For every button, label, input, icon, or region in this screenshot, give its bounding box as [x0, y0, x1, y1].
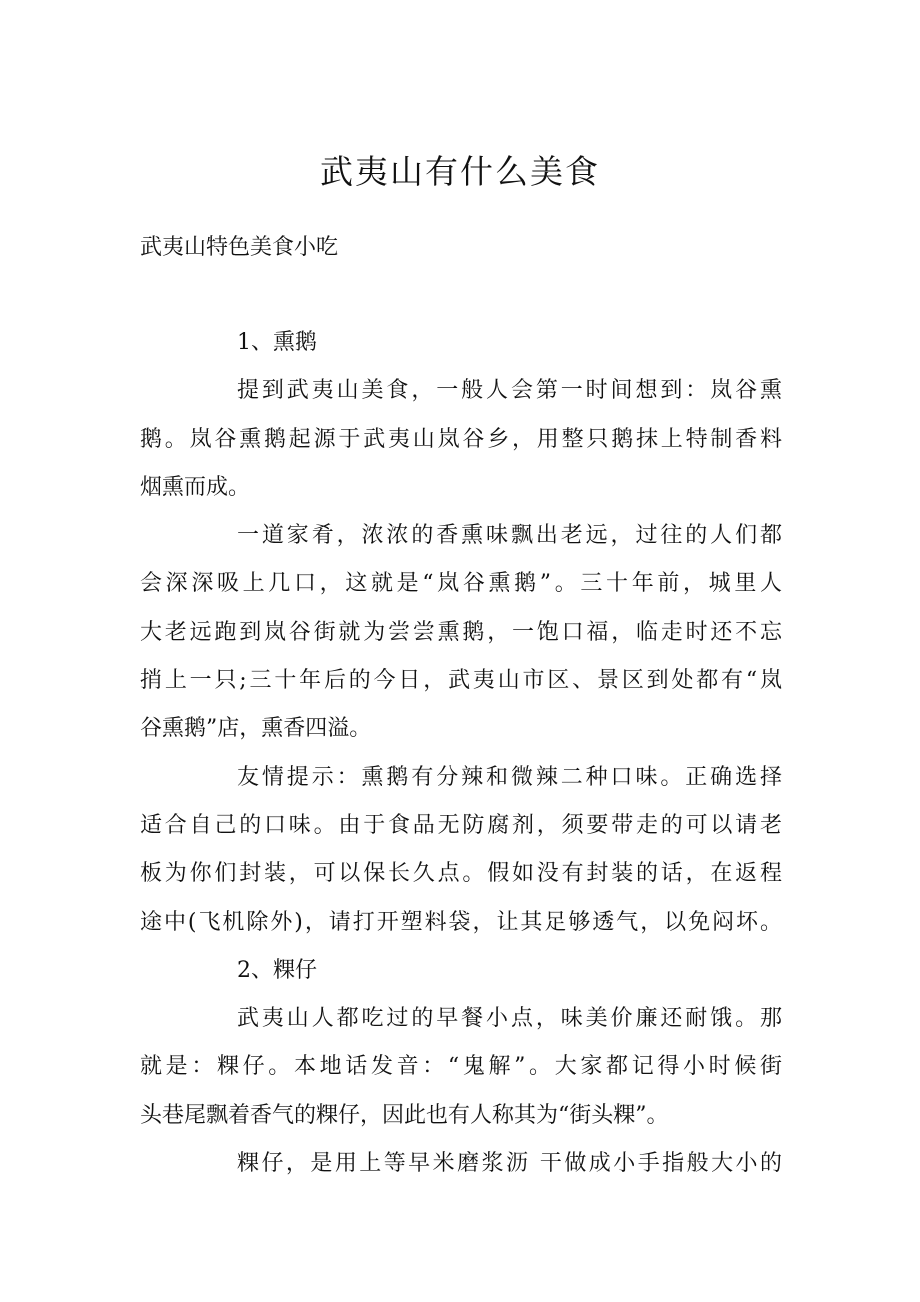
text-line: 一道家肴，浓浓的香熏味飘出老远，过往的人们都: [237, 523, 782, 549]
text-line: 板为你们封装，可以保长久点。假如没有封装的话，在返程: [140, 861, 782, 887]
text-line: 就是：粿仔。本地话发音：“鬼解”。大家都记得小时候街: [140, 1054, 782, 1080]
document-title: 武夷山有什么美食: [320, 152, 600, 191]
section-heading: 1、熏鹅: [237, 330, 317, 355]
text-line: 大老远跑到岚谷街就为尝尝熏鹅，一饱口福，临走时还不忘: [140, 619, 782, 645]
document-body: [140, 319, 782, 1188]
text-line: 鹅。岚谷熏鹅起源于武夷山岚谷乡，用整只鹅抹上特制香料: [140, 426, 782, 452]
text-line: 会深深吸上几口，这就是“岚谷熏鹅”。三十年前，城里人: [140, 571, 782, 597]
text-line: 武夷山人都吃过的早餐小点，味美价廉还耐饿。那: [237, 1006, 782, 1032]
text-line: 谷熏鹅”店，熏香四溢。: [140, 716, 372, 742]
text-line: 友情提示：熏鹅有分辣和微辣二种口味。正确选择: [237, 764, 782, 790]
text-line: 适合自己的口味。由于食品无防腐剂，须要带走的可以请老: [140, 812, 782, 838]
document-subtitle: 武夷山特色美食小吃: [140, 235, 339, 260]
text-line: 烟熏而成。: [140, 474, 251, 500]
text-line: 提到武夷山美食，一般人会第一时间想到：岚谷熏: [237, 378, 782, 404]
text-line: 粿仔，是用上等早米磨浆沥 干做成小手指般大小的: [237, 1151, 782, 1177]
text-line: 头巷尾飘着香气的粿仔，因此也有人称其为“街头粿”。: [140, 1102, 669, 1128]
section-heading: 2、粿仔: [237, 957, 317, 983]
text-line: 途中(飞机除外)，请打开塑料袋，让其足够透气，以免闷坏。: [140, 909, 782, 935]
text-line: 捎上一只;三十年后的今日，武夷山市区、景区到处都有“岚: [140, 668, 782, 694]
